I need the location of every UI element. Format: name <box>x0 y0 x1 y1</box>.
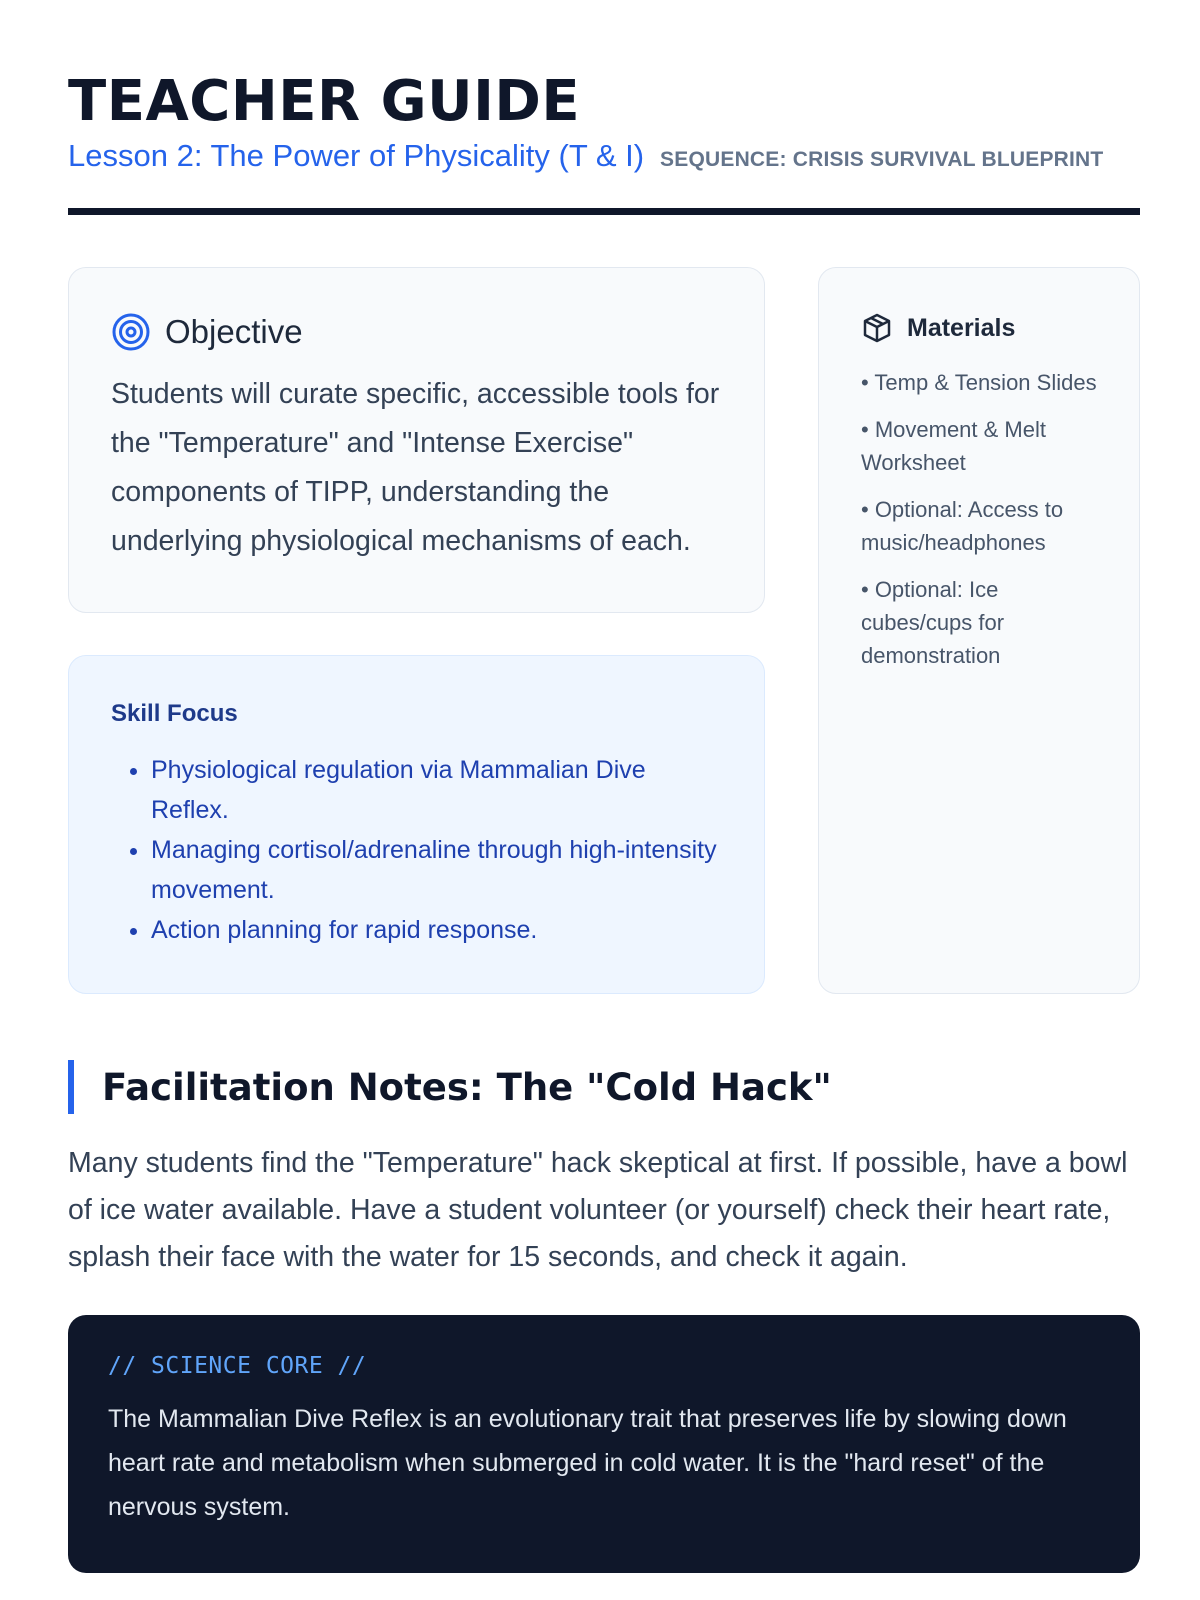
materials-title: Materials <box>907 313 1016 342</box>
materials-list <box>861 366 1109 672</box>
overview-grid <box>68 267 1140 994</box>
subtitle-row <box>68 138 1140 174</box>
sequence-label: SEQUENCE: CRISIS SURVIVAL BLUEPRINT <box>660 148 1104 171</box>
skill-focus-list <box>111 750 724 950</box>
science-core-text: The Mammalian Dive Reflex is an evolutionary trait that preserves life by slowing down heart rate and metabolism when submerged in cold water. It is the "hard reset" of the nervous system. <box>108 1405 1067 1521</box>
box-icon <box>861 312 893 344</box>
skill-focus-item: • Action planning for rapid response. <box>151 910 724 950</box>
materials-item: • Optional: Access to music/headphones <box>861 497 1064 555</box>
skill-focus-title: Skill Focus <box>111 700 238 727</box>
materials-item: • Optional: Ice cubes/cups for demonstration <box>861 577 1005 668</box>
materials-header <box>861 312 1109 344</box>
materials-card <box>818 267 1140 994</box>
objective-text: Students will curate specific, accessible tools for the "Temperature" and "Intense Exercise" components of TIPP, understanding the underlying physiological mechanisms of each. <box>111 378 720 557</box>
materials-item: • Movement & Melt Worksheet <box>861 417 1046 475</box>
teacher-guide-page <box>68 70 1140 1573</box>
facilitation-header <box>68 1060 1140 1114</box>
skill-focus-card <box>68 655 765 994</box>
objective-title: Objective <box>165 313 303 350</box>
page-title: TEACHER GUIDE <box>68 69 581 134</box>
target-icon <box>111 312 151 352</box>
objective-card <box>68 267 765 613</box>
header-divider <box>68 208 1140 215</box>
facilitation-paragraph: Many students find the "Temperature" hack skeptical at first. If possible, have a bowl of ice water available. Have a student volunteer (or yourself) check their heart rate, splash their face with the water for 15 seconds, and check it again. <box>68 1147 1128 1273</box>
materials-item: • Temp & Tension Slides <box>861 370 1097 395</box>
skill-focus-item: • Physiological regulation via Mammalian Dive Reflex. <box>151 750 724 830</box>
science-core-label: // SCIENCE CORE // <box>108 1353 367 1379</box>
lesson-title: Lesson 2: The Power of Physicality (T & I) <box>68 138 645 173</box>
facilitation-title: Facilitation Notes: The "Cold Hack" <box>102 1065 832 1109</box>
section-accent-bar <box>68 1060 74 1114</box>
skill-focus-item: • Managing cortisol/adrenaline through high-intensity movement. <box>151 830 724 910</box>
objective-header <box>111 312 724 352</box>
science-core-box <box>68 1315 1140 1573</box>
